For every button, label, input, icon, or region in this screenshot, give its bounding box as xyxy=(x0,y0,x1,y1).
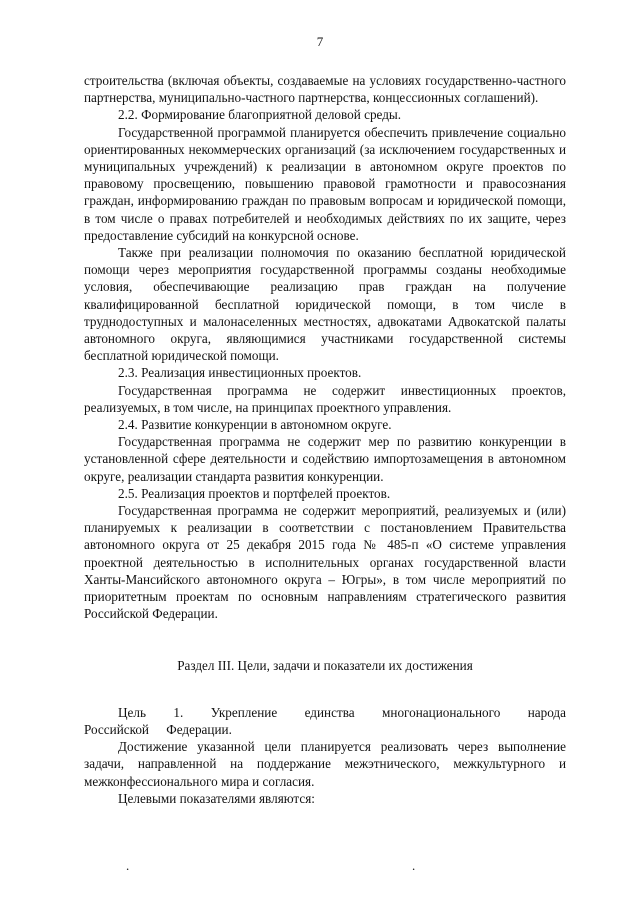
paragraph-competition: Государственная программа не содержит мер по развитию конкуренции в установленной сфере деятельности и содействию импортозамещения в автономном округе, реализации стандарта развития конкуренции. xyxy=(84,434,566,484)
subsection-2-4-heading: 2.4. Развитие конкуренции в автономном округе. xyxy=(118,417,392,433)
dot-mark-left: . xyxy=(126,858,130,873)
paragraph-projects: Государственная программа не содержит мероприятий, реализуемых и (или) планируемых к реализации в соответствии с постановлением Правительства автономного округа от 25 декабря 2015 года № 485-п «О системе управления проектной деятельностью в исполнительных органах государственной власти Ханты-Мансийского автономного округа – Югры», в том числе мероприятий по приоритетным проектам по основным направлениям стратегического развития Российской Федерации. xyxy=(84,503,566,622)
section-3-heading: Раздел III. Цели, задачи и показатели их достижения xyxy=(177,657,473,673)
dot-mark-right: . xyxy=(412,858,416,873)
paragraph-investment: Государственная программа не содержит инвестиционных проектов, реализуемых, в том числе, на принципах проектного управления. xyxy=(84,382,566,415)
paragraph-nko-support: Государственной программой планируется обеспечить привлечение социально ориентированных некоммерческих организаций (за исключением государственных и муниципальных учреждений) к реализации в автономном округе проектов по правовому просвещению, повышению правовой грамотности и правосознания граждан, информированию граждан по правовым вопросам и юридической помощи, в том числе о правах потребителей и необходимых действиях по их защите, через предоставление субсидий на конкурсной основе. xyxy=(84,124,566,243)
paragraph-construction: строительства (включая объекты, создаваемые на условиях государственно-частного партнерства, муниципально-частного партнерства, концессионных соглашений). xyxy=(84,73,566,106)
paragraph-goal-1: Цель 1. Укрепление единства многонационального народа Российской Федерации. xyxy=(84,704,566,737)
page-number: 7 xyxy=(316,34,324,49)
paragraph-goal-achievement: Достижение указанной цели планируется реализовать через выполнение задачи, направленной на поддержание межэтнического, межкультурного и межконфессионального мира и согласия. xyxy=(84,739,566,789)
paragraph-target-indicators: Целевыми показателями являются: xyxy=(118,790,315,806)
paragraph-legal-aid: Также при реализации полномочия по оказанию бесплатной юридической помощи через мероприятия государственной программы созданы необходимые условия, обеспечивающие реализацию прав граждан на получение квалифицированной бесплатной юридической помощи, в том числе в труднодоступных и малонаселенных местностях, адвокатами Адвокатской палаты автономного округа, являющимися участниками государственной системы бесплатной юридической помощи. xyxy=(84,245,566,364)
subsection-2-2-heading: 2.2. Формирование благоприятной деловой среды. xyxy=(118,107,402,123)
subsection-2-3-heading: 2.3. Реализация инвестиционных проектов. xyxy=(118,365,362,381)
document-body xyxy=(84,72,566,807)
subsection-2-5-heading: 2.5. Реализация проектов и портфелей проектов. xyxy=(118,485,391,501)
